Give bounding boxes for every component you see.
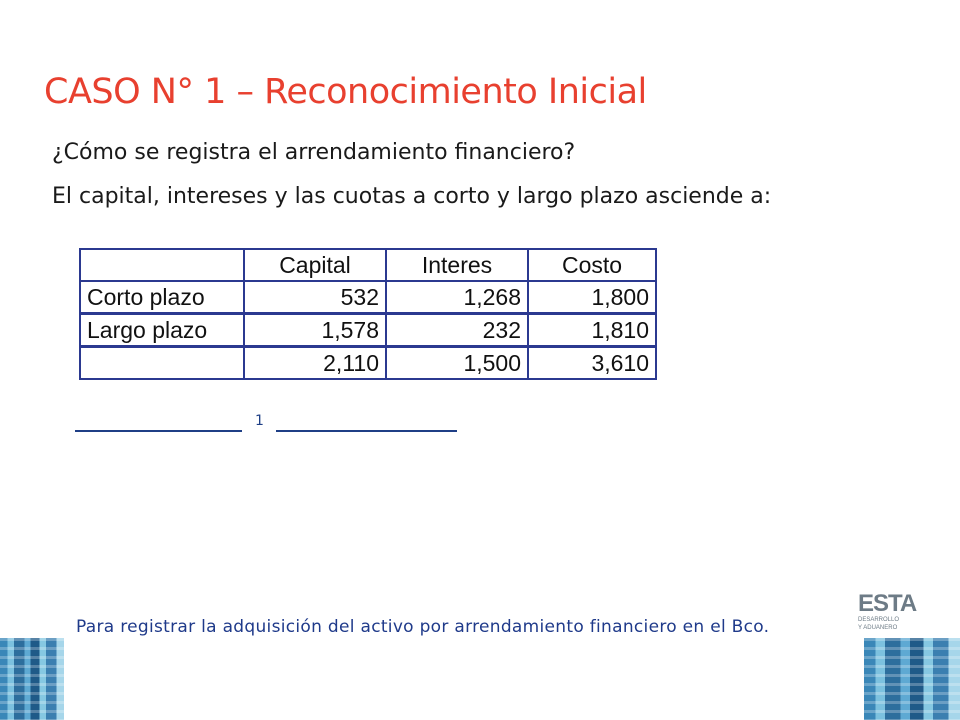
table-row [80,314,656,347]
table-header-cell [80,249,244,281]
table-header-cell: Capital [244,249,386,281]
building-image-right [864,638,960,720]
journal-rule-left [75,430,242,432]
table-cell [80,347,244,380]
table-cell: 1,800 [528,281,656,314]
table-cell: Largo plazo [80,314,244,347]
institution-logo [858,592,916,632]
table-cell: 2,110 [244,347,386,380]
table-row [80,347,656,380]
entry-number: 1 [255,413,264,429]
question-text: ¿Cómo se registra el arrendamiento financiero? [52,140,576,165]
table-cell: 532 [244,281,386,314]
logo-text: ESTA [858,590,917,617]
logo-line-1: DESARROLLO [858,617,900,623]
table-cell: 232 [386,314,528,347]
table-cell: 1,500 [386,347,528,380]
intro-text: El capital, intereses y las cuotas a corto y largo plazo asciende a: [52,184,772,209]
building-image-left [0,638,64,720]
table-cell: 1,268 [386,281,528,314]
table-header-cell: Interes [386,249,528,281]
table-cell: 1,810 [528,314,656,347]
journal-rule-right [276,430,457,432]
table-cell: Corto plazo [80,281,244,314]
table-row [80,281,656,314]
table-cell: 1,578 [244,314,386,347]
slide-title: CASO N° 1 – Reconocimiento Inicial [44,72,647,112]
entry-note: Para registrar la adquisición del activo por arrendamiento financiero en el Bco. [76,617,770,637]
lease-table [79,248,657,380]
logo-line-2: Y ADUANERO [858,625,898,631]
table-header-cell: Costo [528,249,656,281]
table-header-row [80,249,656,281]
table-cell: 3,610 [528,347,656,380]
